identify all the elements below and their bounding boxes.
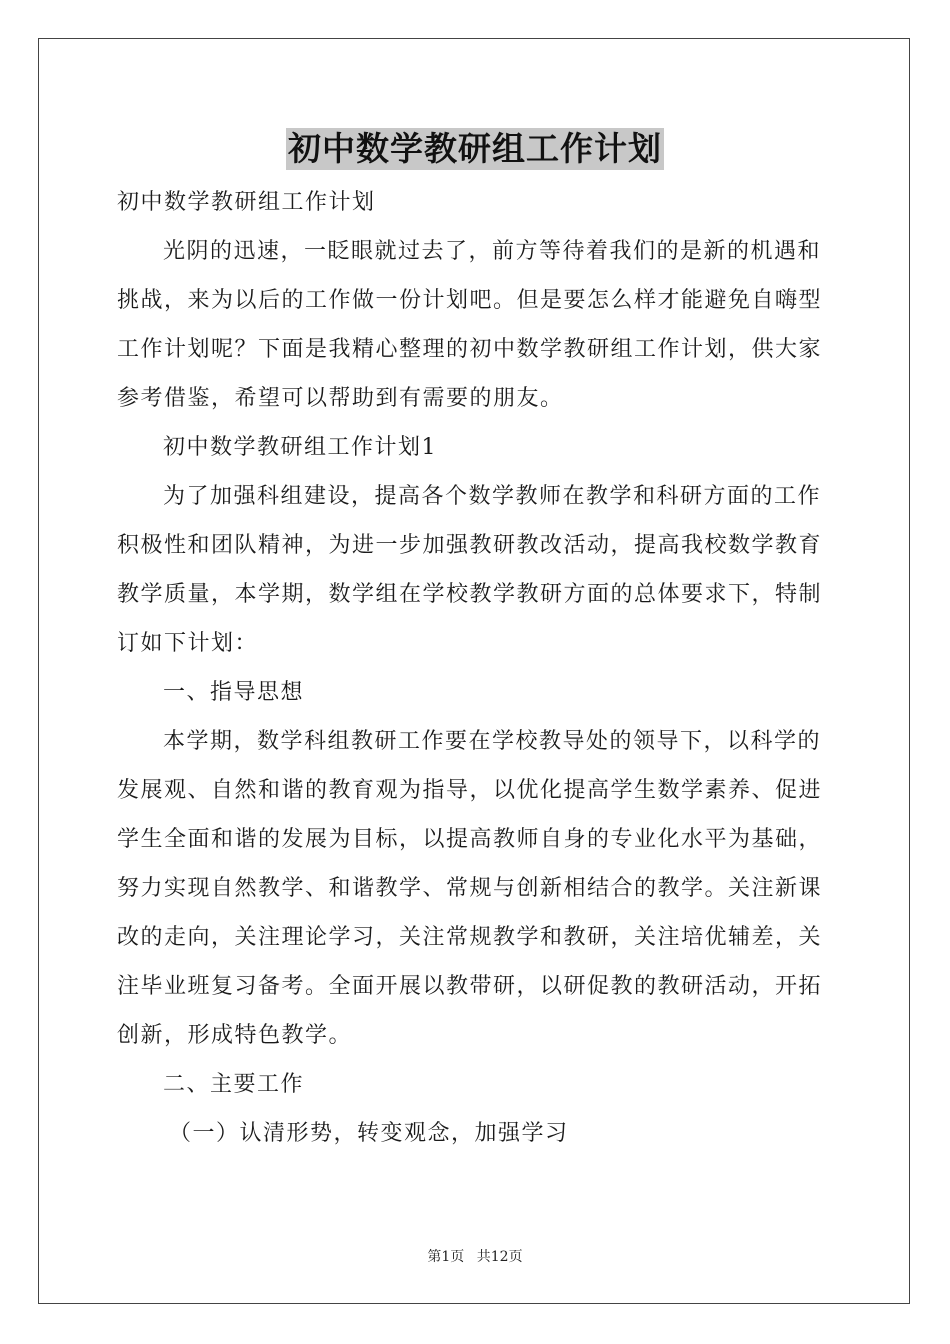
page-footer	[0, 1246, 950, 1266]
body-line: 创新，形成特色教学。	[117, 1023, 353, 1048]
body-line: 注毕业班复习备考。全面开展以教带研，以研促教的教研活动，开拓	[117, 974, 823, 999]
body-line: 发展观、自然和谐的教育观为指导，以优化提高学生数学素养、促进	[117, 778, 823, 803]
section-heading: 一、指导思想	[163, 680, 305, 705]
body-line: 努力实现自然教学、和谐教学、常规与创新相结合的教学。关注新课	[117, 876, 823, 901]
total-pages: 共12页	[476, 1249, 523, 1265]
document-title: 初中数学教研组工作计划	[288, 129, 662, 168]
body-line: 学生全面和谐的发展为目标，以提高教师自身的专业化水平为基础，	[117, 827, 823, 852]
body-line: 为了加强科组建设，提高各个数学教师在教学和科研方面的工作	[163, 484, 822, 509]
body-line: 初中数学教研组工作计划	[117, 190, 376, 215]
body-line: 工作计划呢？下面是我精心整理的初中数学教研组工作计划，供大家	[117, 337, 823, 362]
page-number: 第1页	[427, 1249, 465, 1265]
body-line: 参考借鉴，希望可以帮助到有需要的朋友。	[117, 386, 564, 411]
section-heading: 初中数学教研组工作计划1	[163, 435, 437, 460]
title-container	[0, 128, 950, 170]
subsection-heading: （一）认清形势，转变观念，加强学习	[169, 1121, 569, 1146]
section-heading: 二、主要工作	[163, 1072, 305, 1097]
body-line: 光阴的迅速，一眨眼就过去了，前方等待着我们的是新的机遇和	[163, 239, 822, 264]
body-line: 本学期，数学科组教研工作要在学校教导处的领导下，以科学的	[163, 729, 822, 754]
body-line: 订如下计划：	[117, 631, 259, 656]
body-line: 教学质量，本学期，数学组在学校教学教研方面的总体要求下，特制	[117, 582, 823, 607]
body-line: 挑战，来为以后的工作做一份计划吧。但是要怎么样才能避免自嗨型	[117, 288, 823, 313]
body-line: 积极性和团队精神，为进一步加强教研教改活动，提高我校数学教育	[117, 533, 823, 558]
body-line: 改的走向，关注理论学习，关注常规教学和教研，关注培优辅差，关	[117, 925, 823, 950]
document-body	[117, 178, 833, 1158]
